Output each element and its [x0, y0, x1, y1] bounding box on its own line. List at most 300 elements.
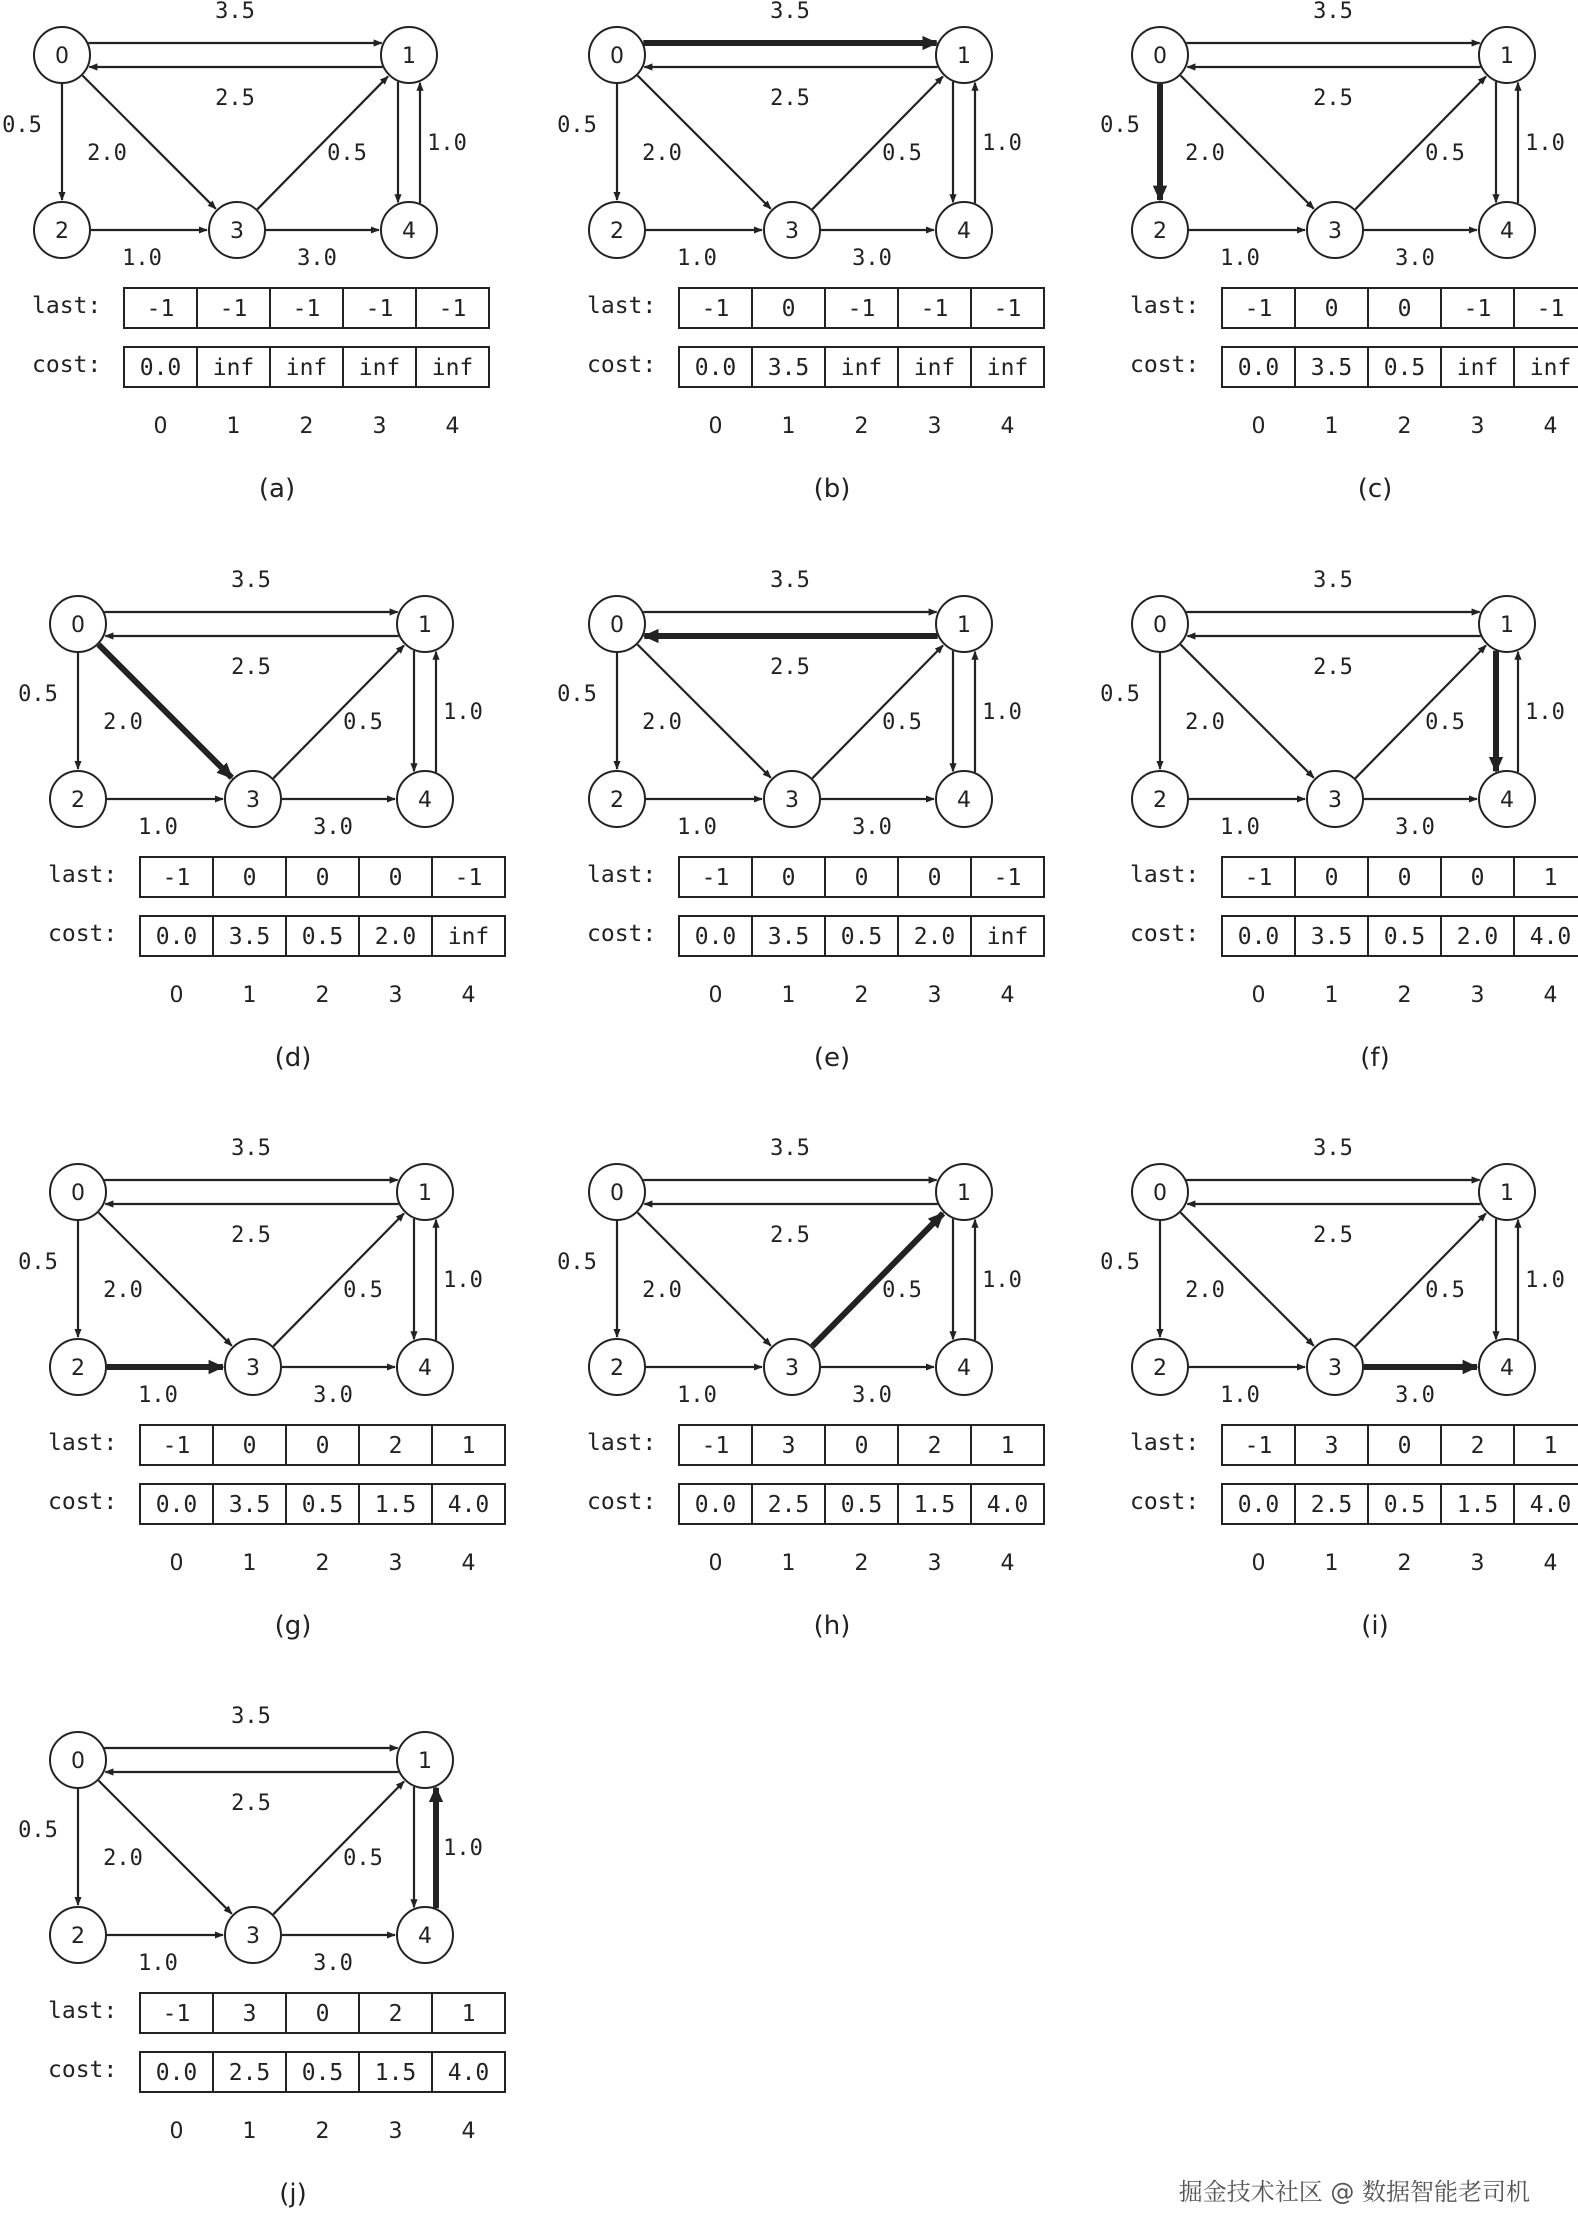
edge-weight-0-2: 0.5	[557, 1250, 597, 1275]
cost-value-0: 0.0	[1237, 355, 1280, 381]
panel-h	[557, 1136, 1044, 1641]
edge-weight-0-2: 0.5	[18, 682, 58, 707]
index-label-1: 1	[226, 414, 241, 439]
last-row-label: last:	[48, 862, 118, 888]
index-label-4: 4	[461, 2119, 476, 2144]
index-label-2: 2	[315, 2119, 330, 2144]
edge-weight-1-0: 2.5	[231, 655, 271, 680]
panel-j	[18, 1704, 505, 2209]
edge-weight-4-1: 1.0	[443, 1836, 483, 1861]
node-label-2: 2	[1153, 219, 1167, 244]
panel-caption: (b)	[813, 474, 851, 504]
last-value-1: 0	[781, 296, 796, 322]
node-label-2: 2	[55, 219, 69, 244]
last-value-2: 0	[1397, 296, 1412, 322]
edge-weight-2-3: 1.0	[677, 815, 717, 840]
edge-weight-0-3: 2.0	[1185, 141, 1225, 166]
edge-weight-0-1: 3.5	[231, 1136, 271, 1161]
index-label-0: 0	[169, 2119, 184, 2144]
node-label-0: 0	[1153, 613, 1167, 638]
last-value-1: 0	[781, 865, 796, 891]
edge-weight-3-1: 0.5	[343, 1846, 383, 1871]
index-label-3: 3	[1470, 1551, 1485, 1576]
last-row-label: last:	[587, 862, 657, 888]
index-label-3: 3	[927, 414, 942, 439]
edge-3-to-1-highlighted	[812, 1213, 943, 1346]
last-value-2: 0	[1397, 1433, 1412, 1459]
edge-weight-3-1: 0.5	[882, 141, 922, 166]
node-label-2: 2	[610, 219, 624, 244]
node-label-2: 2	[1153, 1356, 1167, 1381]
index-label-4: 4	[1543, 414, 1558, 439]
edge-weight-0-1: 3.5	[231, 568, 271, 593]
last-value-4: -1	[438, 296, 467, 322]
last-value-3: 0	[1470, 865, 1485, 891]
edge-weight-2-3: 1.0	[122, 246, 162, 271]
edge-3-to-1	[812, 76, 943, 209]
node-label-3: 3	[1328, 788, 1342, 813]
index-label-1: 1	[781, 1551, 796, 1576]
cost-row-label: cost:	[48, 1489, 118, 1515]
last-value-0: -1	[701, 865, 730, 891]
panel-caption: (a)	[258, 474, 296, 504]
cost-row-label: cost:	[32, 352, 102, 378]
last-value-3: -1	[365, 296, 394, 322]
edge-3-to-1	[1355, 645, 1486, 778]
last-value-1: 3	[242, 2001, 257, 2027]
index-label-0: 0	[169, 983, 184, 1008]
node-label-0: 0	[55, 44, 69, 69]
index-label-4: 4	[1543, 1551, 1558, 1576]
node-label-2: 2	[71, 1356, 85, 1381]
cost-value-1: 2.5	[228, 2060, 271, 2086]
node-label-1: 1	[1500, 613, 1514, 638]
edge-weight-3-4: 3.0	[852, 815, 892, 840]
panel-caption: (d)	[274, 1043, 312, 1073]
last-row-label: last:	[587, 1430, 657, 1456]
index-label-1: 1	[242, 983, 257, 1008]
node-label-1: 1	[957, 1181, 971, 1206]
panel-e	[557, 568, 1044, 1073]
last-value-3: 2	[1470, 1433, 1485, 1459]
last-row-label: last:	[48, 1998, 118, 2024]
last-value-2: -1	[292, 296, 321, 322]
last-value-1: 0	[1324, 296, 1339, 322]
edge-weight-1-0: 2.5	[215, 86, 255, 111]
index-label-3: 3	[388, 1551, 403, 1576]
edge-weight-0-3: 2.0	[103, 1846, 143, 1871]
last-value-4: 1	[1000, 1433, 1015, 1459]
node-label-1: 1	[418, 1749, 432, 1774]
node-label-1: 1	[957, 44, 971, 69]
last-row-label: last:	[1130, 293, 1200, 319]
edge-weight-0-1: 3.5	[1313, 0, 1353, 24]
cost-value-4: inf	[1529, 355, 1572, 381]
panel-caption: (i)	[1361, 1611, 1389, 1641]
watermark-text: 掘金技术社区 @ 数据智能老司机	[1178, 2178, 1530, 2206]
last-value-1: 3	[1324, 1433, 1339, 1459]
node-label-0: 0	[71, 613, 85, 638]
index-label-3: 3	[1470, 414, 1485, 439]
panels	[2, 0, 1578, 2209]
cost-value-0: 0.0	[155, 1492, 198, 1518]
edge-weight-3-1: 0.5	[327, 141, 367, 166]
node-label-1: 1	[402, 44, 416, 69]
index-label-3: 3	[388, 2119, 403, 2144]
cost-row-label: cost:	[1130, 921, 1200, 947]
index-label-4: 4	[1000, 414, 1015, 439]
edge-weight-3-1: 0.5	[1425, 141, 1465, 166]
node-label-3: 3	[785, 1356, 799, 1381]
edge-weight-4-1: 1.0	[1525, 700, 1565, 725]
panel-caption: (j)	[279, 2179, 307, 2209]
last-value-2: 0	[1397, 865, 1412, 891]
node-label-3: 3	[1328, 1356, 1342, 1381]
edge-weight-0-3: 2.0	[642, 710, 682, 735]
index-label-2: 2	[1397, 983, 1412, 1008]
edge-3-to-1	[812, 645, 943, 778]
last-value-4: 1	[461, 1433, 476, 1459]
index-label-3: 3	[927, 983, 942, 1008]
index-label-0: 0	[1251, 1551, 1266, 1576]
node-label-2: 2	[610, 788, 624, 813]
edge-weight-3-1: 0.5	[1425, 1278, 1465, 1303]
edge-weight-0-1: 3.5	[1313, 1136, 1353, 1161]
cost-row-label: cost:	[1130, 352, 1200, 378]
last-value-2: -1	[847, 296, 876, 322]
cost-value-1: 3.5	[228, 1492, 271, 1518]
last-value-3: -1	[1463, 296, 1492, 322]
last-value-0: -1	[146, 296, 175, 322]
cost-value-3: 1.5	[1456, 1492, 1499, 1518]
index-label-3: 3	[1470, 983, 1485, 1008]
node-label-1: 1	[418, 1181, 432, 1206]
last-value-0: -1	[162, 2001, 191, 2027]
node-label-0: 0	[71, 1181, 85, 1206]
node-label-4: 4	[418, 1924, 432, 1949]
cost-value-3: inf	[913, 355, 956, 381]
edge-weight-3-4: 3.0	[852, 1383, 892, 1408]
last-value-0: -1	[701, 1433, 730, 1459]
edge-weight-0-3: 2.0	[103, 1278, 143, 1303]
edge-weight-3-1: 0.5	[1425, 710, 1465, 735]
edge-3-to-1	[1355, 1213, 1486, 1346]
cost-value-2: 0.5	[1383, 355, 1426, 381]
node-label-4: 4	[1500, 1356, 1514, 1381]
cost-value-0: 0.0	[694, 355, 737, 381]
edge-weight-3-4: 3.0	[1395, 246, 1435, 271]
index-label-2: 2	[299, 414, 314, 439]
edge-weight-0-1: 3.5	[231, 1704, 271, 1729]
node-label-3: 3	[246, 1356, 260, 1381]
node-label-0: 0	[1153, 44, 1167, 69]
edge-weight-2-3: 1.0	[1220, 246, 1260, 271]
node-label-2: 2	[1153, 788, 1167, 813]
index-label-1: 1	[242, 2119, 257, 2144]
index-label-2: 2	[1397, 414, 1412, 439]
node-label-1: 1	[957, 613, 971, 638]
edge-weight-0-2: 0.5	[2, 113, 42, 138]
panel-g	[18, 1136, 505, 1641]
edge-weight-0-2: 0.5	[557, 113, 597, 138]
last-value-2: 0	[315, 865, 330, 891]
node-label-3: 3	[1328, 219, 1342, 244]
edge-weight-2-3: 1.0	[138, 1383, 178, 1408]
cost-row-label: cost:	[587, 1489, 657, 1515]
index-label-0: 0	[169, 1551, 184, 1576]
cost-value-4: 4.0	[1529, 1492, 1572, 1518]
edge-weight-2-3: 1.0	[1220, 1383, 1260, 1408]
cost-value-1: inf	[212, 355, 255, 381]
edge-weight-0-2: 0.5	[1100, 1250, 1140, 1275]
node-label-0: 0	[610, 1181, 624, 1206]
edge-weight-0-3: 2.0	[87, 141, 127, 166]
cost-row-label: cost:	[48, 921, 118, 947]
node-label-0: 0	[610, 613, 624, 638]
index-label-4: 4	[461, 983, 476, 1008]
cost-value-2: inf	[840, 355, 883, 381]
index-label-3: 3	[372, 414, 387, 439]
cost-value-0: 0.0	[155, 924, 198, 950]
node-label-2: 2	[71, 1924, 85, 1949]
cost-row-label: cost:	[1130, 1489, 1200, 1515]
edge-weight-1-0: 2.5	[770, 1223, 810, 1248]
cost-value-4: 4.0	[447, 1492, 490, 1518]
edge-weight-4-1: 1.0	[443, 700, 483, 725]
index-label-1: 1	[781, 414, 796, 439]
cost-value-3: 1.5	[913, 1492, 956, 1518]
cost-row-label: cost:	[587, 921, 657, 947]
edge-weight-3-4: 3.0	[852, 246, 892, 271]
edge-weight-0-3: 2.0	[642, 141, 682, 166]
edge-weight-3-4: 3.0	[313, 1951, 353, 1976]
cost-value-1: 2.5	[767, 1492, 810, 1518]
edge-weight-3-1: 0.5	[343, 1278, 383, 1303]
panel-a	[2, 0, 489, 504]
panel-caption: (e)	[813, 1043, 851, 1073]
index-label-2: 2	[854, 1551, 869, 1576]
last-value-3: 2	[927, 1433, 942, 1459]
cost-value-3: 2.0	[374, 924, 417, 950]
cost-value-2: inf	[285, 355, 328, 381]
edge-3-to-1	[273, 645, 404, 778]
last-value-0: -1	[1244, 296, 1273, 322]
index-label-2: 2	[315, 983, 330, 1008]
edge-weight-4-1: 1.0	[443, 1268, 483, 1293]
cost-value-4: inf	[447, 924, 490, 950]
index-label-2: 2	[1397, 1551, 1412, 1576]
index-label-0: 0	[153, 414, 168, 439]
edge-weight-2-3: 1.0	[138, 815, 178, 840]
last-value-2: 0	[315, 1433, 330, 1459]
edge-weight-3-4: 3.0	[313, 1383, 353, 1408]
index-label-0: 0	[1251, 983, 1266, 1008]
edge-weight-0-3: 2.0	[642, 1278, 682, 1303]
cost-value-1: 3.5	[228, 924, 271, 950]
edge-weight-3-4: 3.0	[313, 815, 353, 840]
panel-b	[557, 0, 1044, 504]
cost-value-4: 4.0	[986, 1492, 1029, 1518]
index-label-2: 2	[315, 1551, 330, 1576]
edge-weight-3-4: 3.0	[297, 246, 337, 271]
cost-value-3: 2.0	[913, 924, 956, 950]
last-value-4: -1	[1536, 296, 1565, 322]
edge-3-to-1	[273, 1781, 404, 1914]
node-label-1: 1	[418, 613, 432, 638]
cost-value-3: 1.5	[374, 1492, 417, 1518]
last-value-2: 0	[854, 1433, 869, 1459]
cost-value-0: 0.0	[139, 355, 182, 381]
edge-3-to-1	[273, 1213, 404, 1346]
edge-weight-1-0: 2.5	[1313, 655, 1353, 680]
panel-caption: (h)	[813, 1611, 851, 1641]
last-value-3: 0	[388, 865, 403, 891]
index-label-1: 1	[1324, 983, 1339, 1008]
panel-c	[1100, 0, 1578, 504]
edge-weight-0-3: 2.0	[1185, 710, 1225, 735]
node-label-3: 3	[785, 788, 799, 813]
cost-value-3: inf	[1456, 355, 1499, 381]
cost-value-0: 0.0	[155, 2060, 198, 2086]
node-label-1: 1	[1500, 1181, 1514, 1206]
node-label-4: 4	[418, 1356, 432, 1381]
cost-value-2: 0.5	[1383, 924, 1426, 950]
cost-value-1: 3.5	[1310, 924, 1353, 950]
panel-caption: (g)	[274, 1611, 312, 1641]
edge-weight-2-3: 1.0	[138, 1951, 178, 1976]
edge-weight-4-1: 1.0	[1525, 131, 1565, 156]
edge-weight-4-1: 1.0	[982, 131, 1022, 156]
node-label-4: 4	[1500, 788, 1514, 813]
edge-weight-0-1: 3.5	[770, 1136, 810, 1161]
last-value-0: -1	[1244, 1433, 1273, 1459]
cost-value-0: 0.0	[1237, 1492, 1280, 1518]
node-label-3: 3	[785, 219, 799, 244]
node-label-0: 0	[71, 1749, 85, 1774]
edge-3-to-1	[257, 76, 388, 209]
index-label-4: 4	[1543, 983, 1558, 1008]
index-label-0: 0	[708, 414, 723, 439]
cost-value-2: 0.5	[301, 2060, 344, 2086]
index-label-1: 1	[242, 1551, 257, 1576]
last-value-1: -1	[219, 296, 248, 322]
edge-weight-0-1: 3.5	[1313, 568, 1353, 593]
cost-value-4: inf	[986, 924, 1029, 950]
cost-value-1: 3.5	[767, 924, 810, 950]
last-value-4: -1	[993, 296, 1022, 322]
last-value-4: -1	[993, 865, 1022, 891]
index-label-2: 2	[854, 414, 869, 439]
edge-weight-0-3: 2.0	[1185, 1278, 1225, 1303]
panel-caption: (f)	[1360, 1043, 1390, 1073]
index-label-3: 3	[388, 983, 403, 1008]
last-row-label: last:	[1130, 1430, 1200, 1456]
edge-weight-4-1: 1.0	[1525, 1268, 1565, 1293]
index-label-0: 0	[708, 1551, 723, 1576]
cost-value-0: 0.0	[694, 1492, 737, 1518]
edge-weight-1-0: 2.5	[231, 1223, 271, 1248]
last-value-3: 2	[388, 1433, 403, 1459]
panel-i	[1100, 1136, 1578, 1641]
edge-weight-3-4: 3.0	[1395, 1383, 1435, 1408]
cost-value-1: 3.5	[767, 355, 810, 381]
cost-value-2: 0.5	[1383, 1492, 1426, 1518]
edge-weight-2-3: 1.0	[677, 246, 717, 271]
node-label-3: 3	[246, 788, 260, 813]
edge-weight-2-3: 1.0	[677, 1383, 717, 1408]
cost-value-4: inf	[986, 355, 1029, 381]
node-label-4: 4	[418, 788, 432, 813]
edge-weight-0-2: 0.5	[557, 682, 597, 707]
edge-weight-0-1: 3.5	[215, 0, 255, 24]
index-label-1: 1	[781, 983, 796, 1008]
last-value-1: 3	[781, 1433, 796, 1459]
last-value-2: 0	[854, 865, 869, 891]
cost-value-1: 2.5	[1310, 1492, 1353, 1518]
edge-weight-2-3: 1.0	[1220, 815, 1260, 840]
last-value-0: -1	[1244, 865, 1273, 891]
edge-weight-3-1: 0.5	[882, 1278, 922, 1303]
last-value-3: 0	[927, 865, 942, 891]
last-value-4: -1	[454, 865, 483, 891]
cost-value-0: 0.0	[694, 924, 737, 950]
panel-caption: (c)	[1357, 474, 1393, 504]
edge-weight-1-0: 2.5	[770, 655, 810, 680]
index-label-2: 2	[854, 983, 869, 1008]
index-label-4: 4	[461, 1551, 476, 1576]
node-label-4: 4	[957, 1356, 971, 1381]
cost-value-3: inf	[358, 355, 401, 381]
last-value-1: 0	[242, 1433, 257, 1459]
last-value-0: -1	[701, 296, 730, 322]
index-label-4: 4	[1000, 983, 1015, 1008]
index-label-0: 0	[1251, 414, 1266, 439]
cost-value-1: 3.5	[1310, 355, 1353, 381]
edge-weight-1-0: 2.5	[1313, 86, 1353, 111]
node-label-4: 4	[957, 219, 971, 244]
edge-weight-1-0: 2.5	[231, 1791, 271, 1816]
node-label-3: 3	[230, 219, 244, 244]
node-label-4: 4	[402, 219, 416, 244]
cost-value-3: 2.0	[1456, 924, 1499, 950]
last-value-4: 1	[1543, 865, 1558, 891]
last-row-label: last:	[48, 1430, 118, 1456]
node-label-2: 2	[71, 788, 85, 813]
panel-f	[1100, 568, 1578, 1073]
index-label-1: 1	[1324, 414, 1339, 439]
index-label-4: 4	[1000, 1551, 1015, 1576]
cost-value-2: 0.5	[301, 1492, 344, 1518]
edge-weight-1-0: 2.5	[770, 86, 810, 111]
index-label-3: 3	[927, 1551, 942, 1576]
edge-weight-3-4: 3.0	[1395, 815, 1435, 840]
last-value-0: -1	[162, 865, 191, 891]
edge-weight-3-1: 0.5	[882, 710, 922, 735]
node-label-0: 0	[610, 44, 624, 69]
node-label-1: 1	[1500, 44, 1514, 69]
last-value-4: 1	[461, 2001, 476, 2027]
last-value-1: 0	[1324, 865, 1339, 891]
cost-row-label: cost:	[48, 2057, 118, 2083]
node-label-0: 0	[1153, 1181, 1167, 1206]
last-value-2: 0	[315, 2001, 330, 2027]
cost-value-4: 4.0	[447, 2060, 490, 2086]
edge-weight-0-3: 2.0	[103, 710, 143, 735]
cost-value-4: inf	[431, 355, 474, 381]
last-value-1: 0	[242, 865, 257, 891]
edge-3-to-1	[1355, 76, 1486, 209]
last-row-label: last:	[1130, 862, 1200, 888]
